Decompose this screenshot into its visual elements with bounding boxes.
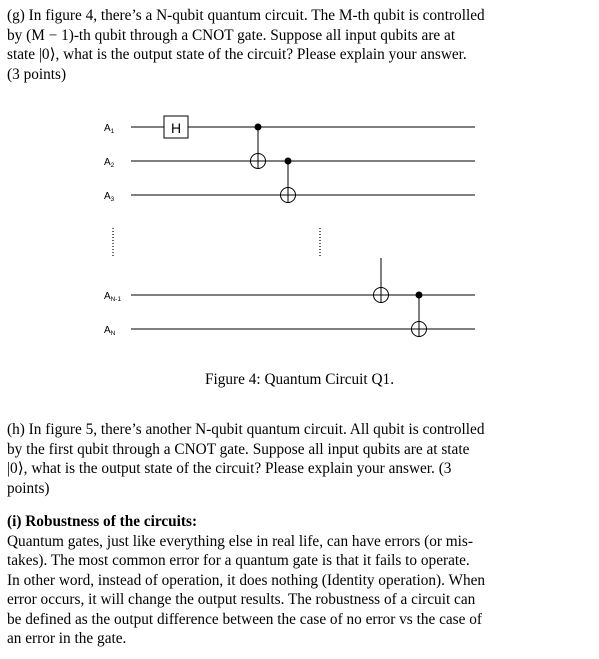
qubit-label-a2: $A_2$ <box>104 157 115 169</box>
question-h-line: by the first qubit through a CNOT gate. Suppose all input qubits are at state <box>7 440 470 458</box>
cnot-gate-n <box>412 292 427 338</box>
question-g-line: state |0⟩, what is the output state of the circuit? Please explain your answer. <box>7 46 467 63</box>
section-i-line: takes). The most common error for a quantum gate is that it fails to operate. <box>7 552 470 569</box>
question-h-line: points) <box>7 479 50 497</box>
section-i-line: Quantum gates, just like everything else in real life, can have errors (or mis- <box>7 532 473 550</box>
qubit-label-an-1: $A_{N-1}$ <box>104 291 122 303</box>
question-g-line: (3 points) <box>7 65 67 83</box>
question-h-line: |0⟩, what is the output state of the circuit? Please explain your answer. (3 <box>7 460 452 477</box>
section-i-line: an error in the gate. <box>7 630 127 647</box>
qubit-label-an: $A_N$ <box>104 325 116 337</box>
section-i <box>7 512 585 649</box>
cnot-gate-1 <box>251 124 266 170</box>
section-i-line: be defined as the output difference between the case of no error vs the case of <box>7 610 482 628</box>
question-h <box>7 420 585 498</box>
figure-caption: Figure 4: Quantum Circuit Q1. <box>204 371 395 388</box>
cnot-gate-2 <box>281 158 296 204</box>
question-g-line: (g) In figure 4, there’s a N-qubit quantum circuit. The M-th qubit is controlled <box>7 7 485 24</box>
section-i-line: error occurs, it will change the output results. The robustness of a circuit can <box>7 591 476 608</box>
hadamard-gate-label: H <box>170 120 182 136</box>
section-i-line: In other word, instead of operation, it does nothing (Identity operation). When <box>7 571 486 589</box>
question-g-line: by (M − 1)-th qubit through a CNOT gate. Suppose all input qubits are at <box>7 26 456 44</box>
qubit-label-a1: $A_1$ <box>104 123 115 135</box>
cnot-gate-n-1 <box>374 258 389 303</box>
qubit-label-a3: $A_3$ <box>104 191 115 203</box>
section-i-heading: (i) Robustness of the circuits: <box>7 513 198 530</box>
question-h-line: (h) In figure 5, there’s another N-qubit quantum circuit. All qubit is controlled <box>7 421 485 438</box>
